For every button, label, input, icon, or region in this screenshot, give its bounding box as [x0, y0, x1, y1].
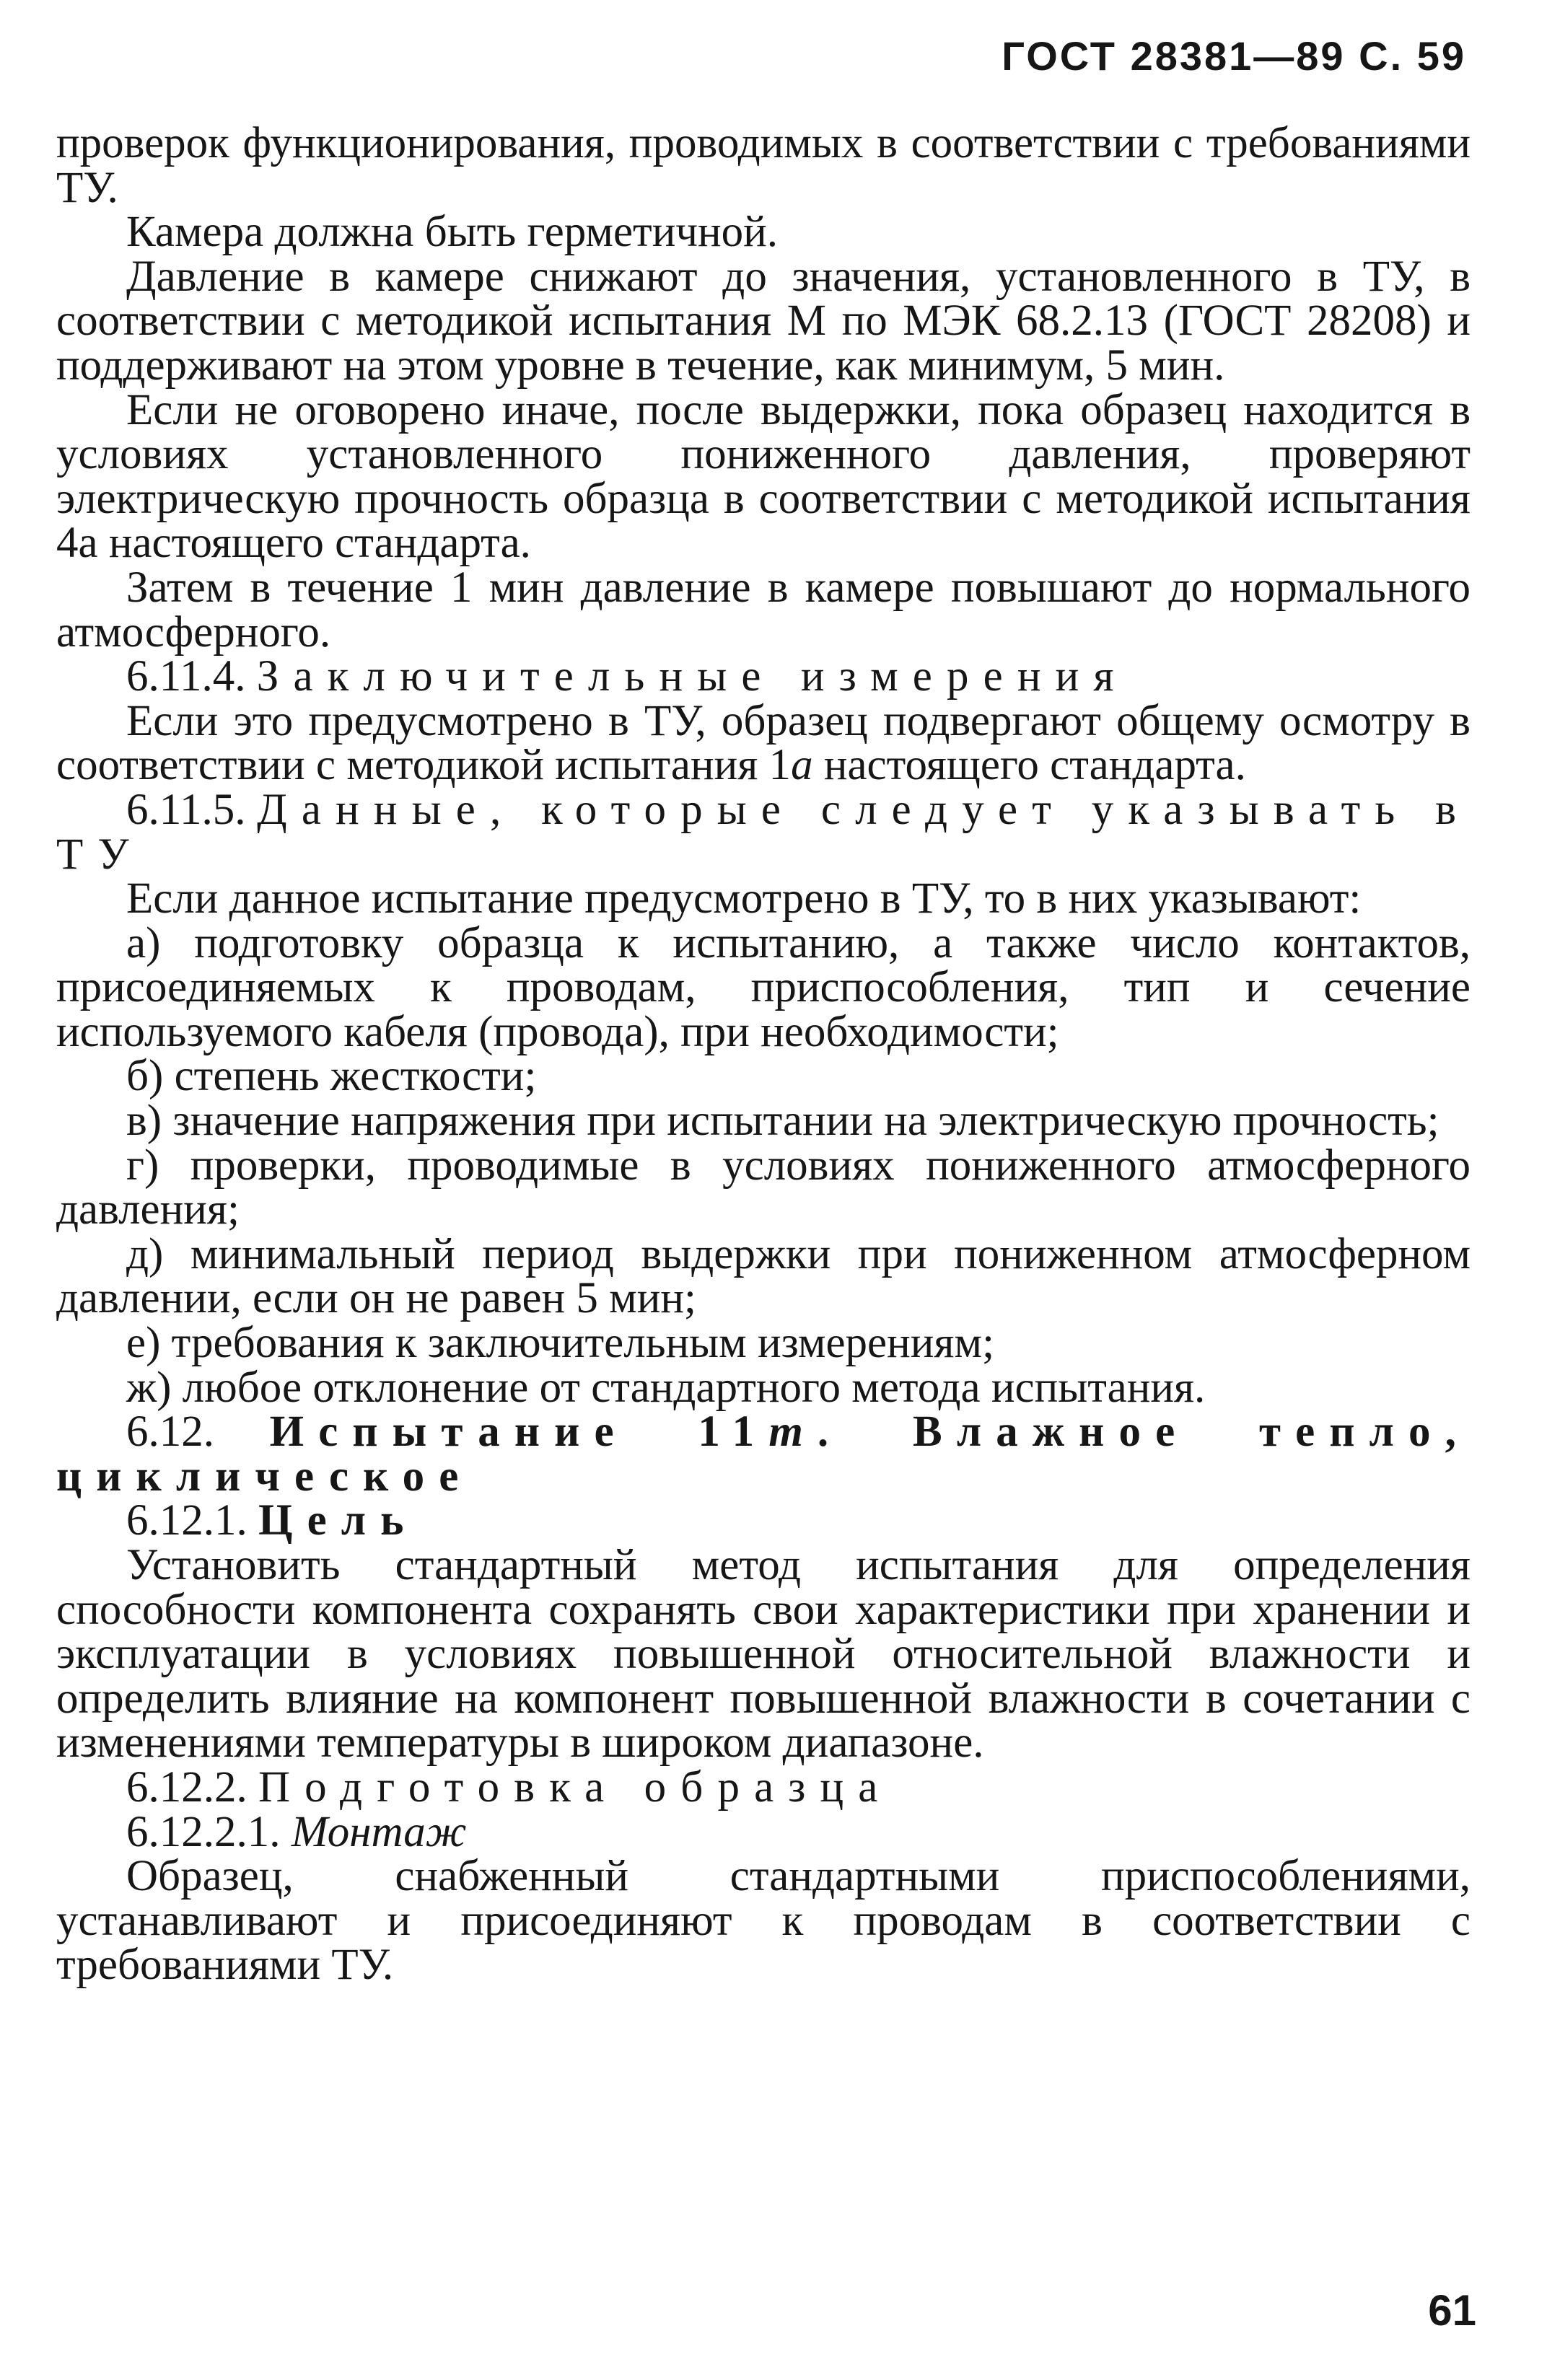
page-number: 61 — [1428, 2286, 1476, 2335]
paragraph-pressure-reduction: Давление в камере снижают до значения, установленного в ТУ, в соответствии с методикой испытания М по МЭК 68.2.13 (ГОСТ 28208) и поддерживают на этом уровне в течение, как минимум, 5 мин. — [56, 252, 1471, 390]
paragraph-final-measurements — [56, 696, 1471, 790]
section-title: Монтаж — [291, 1807, 467, 1856]
section-heading-6-12-1 — [56, 1498, 1471, 1543]
paragraph-dielectric-check: Если не оговорено иначе, после выдержки, пока образец находится в условиях установленного пониженного давления, проверяют электрическую прочность образца в соответствии с методикой испытания 4а настоящего стандарта. — [56, 385, 1471, 568]
paragraph-chamber-sealed: Камера должна быть герметичной. — [126, 208, 779, 257]
section-heading-6-12 — [56, 1408, 1471, 1501]
section-title: Подготовка образца — [258, 1762, 893, 1812]
section-number: 6.12.1. — [126, 1496, 247, 1545]
final-measurements-end: настоящего стандарта. — [812, 741, 1246, 790]
paragraph-data-intro: Если данное испытание предусмотрено в ТУ, то в них указывают: — [126, 874, 1362, 923]
final-measurements-italic: а — [791, 741, 813, 790]
section-number: 6.12. — [126, 1408, 214, 1457]
section-title-italic: т — [768, 1408, 818, 1457]
section-title: Заключительные измерения — [256, 652, 1129, 701]
page-label: С. 59 — [1359, 33, 1466, 79]
section-heading-6-12-2-1 — [56, 1807, 1471, 1856]
list-item-zh: ж) любое отклонение от стандартного метода испытания. — [126, 1363, 1206, 1412]
paragraph-continuation: проверок функционирования, проводимых в соответствии с требованиями ТУ. — [56, 119, 1471, 212]
section-number: 6.11.5. — [126, 785, 246, 834]
section-number: 6.12.2. — [126, 1762, 247, 1812]
section-heading-6-11-4 — [56, 654, 1471, 699]
section-title: Цель — [258, 1496, 418, 1545]
section-title: Данные, которые следует указывать в ТУ — [56, 785, 1471, 879]
document-body — [56, 121, 1471, 1988]
section-number: 6.12.2.1. — [126, 1807, 281, 1856]
page-header — [1002, 27, 1466, 85]
section-number: 6.11.4. — [126, 652, 246, 701]
list-item-b: б) степень жесткости; — [126, 1052, 537, 1101]
list-item-e: е) требования к заключительным измерениям; — [126, 1319, 995, 1368]
standard-number: ГОСТ 28381—89 — [1002, 33, 1346, 79]
section-heading-6-12-2 — [56, 1762, 1471, 1812]
section-title-a: Испытание 11 — [269, 1408, 769, 1457]
list-item-a: а) подготовку образца к испытанию, а также число контактов, присоединяемых к проводам, приспособления, тип и сечение используемого кабеля (провода), при необходимости; — [56, 918, 1471, 1056]
paragraph-purpose: Установить стандартный метод испытания для определения способности компонента сохранять свои характеристики при хранении и эксплуатации в условиях повышенной относительной влажности и определить влияние на компонент повышенной влажности в сочетании с изменениями температуры в широком диапазоне. — [56, 1541, 1471, 1768]
final-measurements-text: Если это предусмотрено в ТУ, образец подвергают общему осмотру в соответствии с методикой испытания 1 — [56, 696, 1471, 790]
section-title-b: . Влажное тепло, циклическое — [56, 1408, 1471, 1501]
paragraph-mounting: Образец, снабженный стандартными приспособлениями, устанавливают и присоединяют к проводам в соответствии с требованиями ТУ. — [56, 1852, 1471, 1990]
list-item-g: г) проверки, проводимые в условиях пониженного атмосферного давления; — [56, 1141, 1471, 1234]
list-item-d: д) минимальный период выдержки при пониженном атмосферном давлении, если он не равен 5 мин; — [56, 1229, 1471, 1323]
section-heading-6-11-5 — [56, 785, 1471, 879]
paragraph-pressure-restore: Затем в течение 1 мин давление в камере повышают до нормального атмосферного. — [56, 563, 1471, 657]
list-item-v: в) значение напряжения при испытании на электрическую прочность; — [126, 1097, 1439, 1146]
